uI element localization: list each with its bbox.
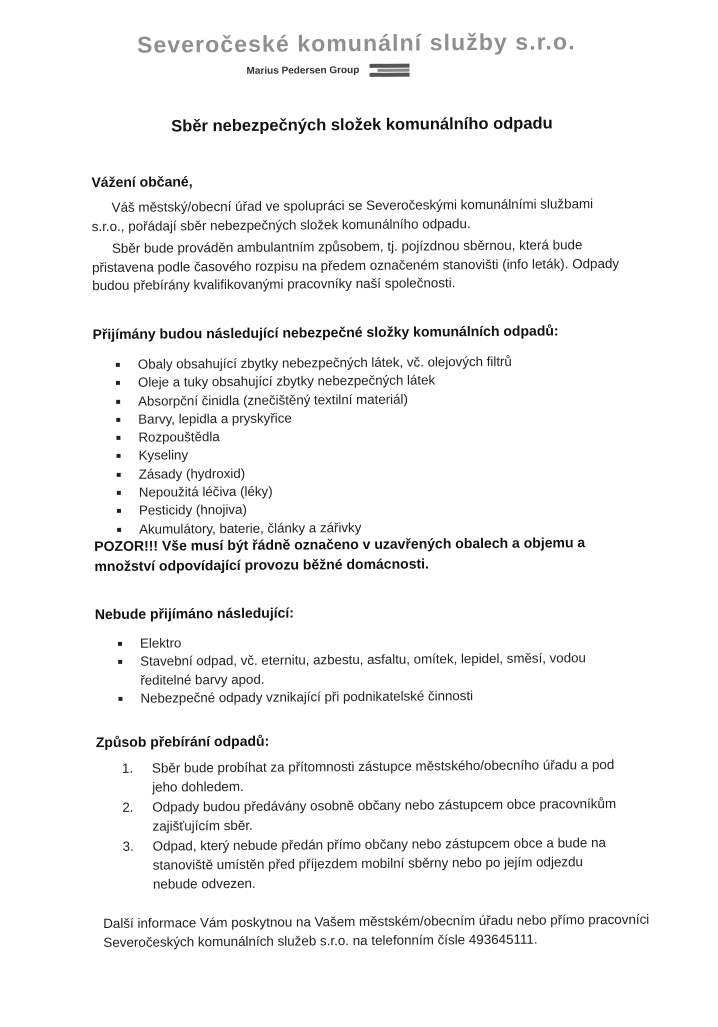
list-item: Nebezpečné odpady vznikající při podnikatelské činnosti bbox=[118, 686, 628, 708]
list-item: Obaly obsahující zbytky nebezpečných látek, vč. olejových filtrů bbox=[116, 353, 512, 374]
list-item: Rozpouštědla bbox=[116, 426, 512, 447]
list-item: 3. Odpad, který nebude předán přímo občany nebo zástupcem obce a bude na stanoviště umístěn před příjezdem mobilní sběrny nebo po jejím odjezdu nebude odvezen. bbox=[122, 835, 607, 892]
list-item: Oleje a tuky obsahující zbytky nebezpečných látek bbox=[116, 371, 512, 392]
company-name: Severočeské komunální služby s.r.o. bbox=[136, 28, 576, 58]
list-item: Elektro bbox=[118, 631, 628, 653]
list-item: Absorpční činidla (znečištěný textilní materiál) bbox=[116, 389, 512, 410]
list-item: Stavební odpad, vč. eternitu, azbestu, asfaltu, omítek, lepidel, směsí, vodou ředitelné barvy apod. bbox=[118, 649, 628, 690]
footer-contact: Další informace Vám poskytnou na Vašem městském/obecním úřadu nebo přímo pracovníci Severočeských komunálních služeb s.r.o. na telefonním čísle 493645111. bbox=[103, 911, 650, 951]
procedure-list bbox=[122, 756, 623, 896]
procedure-heading: Způsob přebírání odpadů: bbox=[95, 732, 270, 751]
list-item: 2. Odpady budou předávány osobně občany nebo zástupcem obce pracovníkům zajišťujícím sběr. bbox=[122, 796, 617, 834]
accepted-list bbox=[116, 353, 513, 539]
list-item: Nepoužitá léčiva (léky) bbox=[117, 481, 513, 502]
group-logo-icon bbox=[369, 64, 409, 77]
accepted-heading: Přijímány budou následující nebezpečné složky komunálních odpadů: bbox=[92, 322, 559, 343]
group-line bbox=[246, 64, 409, 78]
intro-paragraph-2: Sběr bude prováděn ambulantním způsobem, tj. pojízdnou sběrnou, která bude přistavena podle časového rozpisu na předem označeném stanovišti (info leták). Odpady budou přebírány kvalifikovanými pracovníky naší společnosti. bbox=[92, 237, 620, 294]
greeting: Vážení občané, bbox=[91, 173, 193, 191]
list-item: Pesticidy (hnojiva) bbox=[117, 499, 513, 520]
list-item: 1. Sběr bude probíhat za přítomnosti zástupce městského/obecního úřadu a pod jeho dohledem. bbox=[121, 757, 615, 795]
list-item: Kyseliny bbox=[116, 444, 512, 465]
group-name: Marius Pedersen Group bbox=[246, 64, 360, 77]
rejected-list bbox=[118, 631, 629, 708]
document-title: Sběr nebezpečných složek komunálního odpadu bbox=[171, 114, 553, 136]
list-item: Akumulátory, baterie, články a zářivky bbox=[117, 517, 513, 538]
list-item: Zásady (hydroxid) bbox=[117, 463, 513, 484]
intro-paragraph-1: Váš městský/obecní úřad ve spolupráci se Severočeskými komunálními službami s.r.o., pořádají sběr nebezpečných složek komunálního odpadu. bbox=[91, 196, 594, 234]
warning-notice: POZOR!!! Vše musí být řádně označeno v uzavřených obalech a objemu a množství odpovídající provozu běžné domácnosti. bbox=[94, 534, 586, 575]
rejected-heading: Nebude přijímáno následující: bbox=[94, 604, 295, 623]
list-item: Barvy, lepidla a pryskyřice bbox=[116, 408, 512, 429]
